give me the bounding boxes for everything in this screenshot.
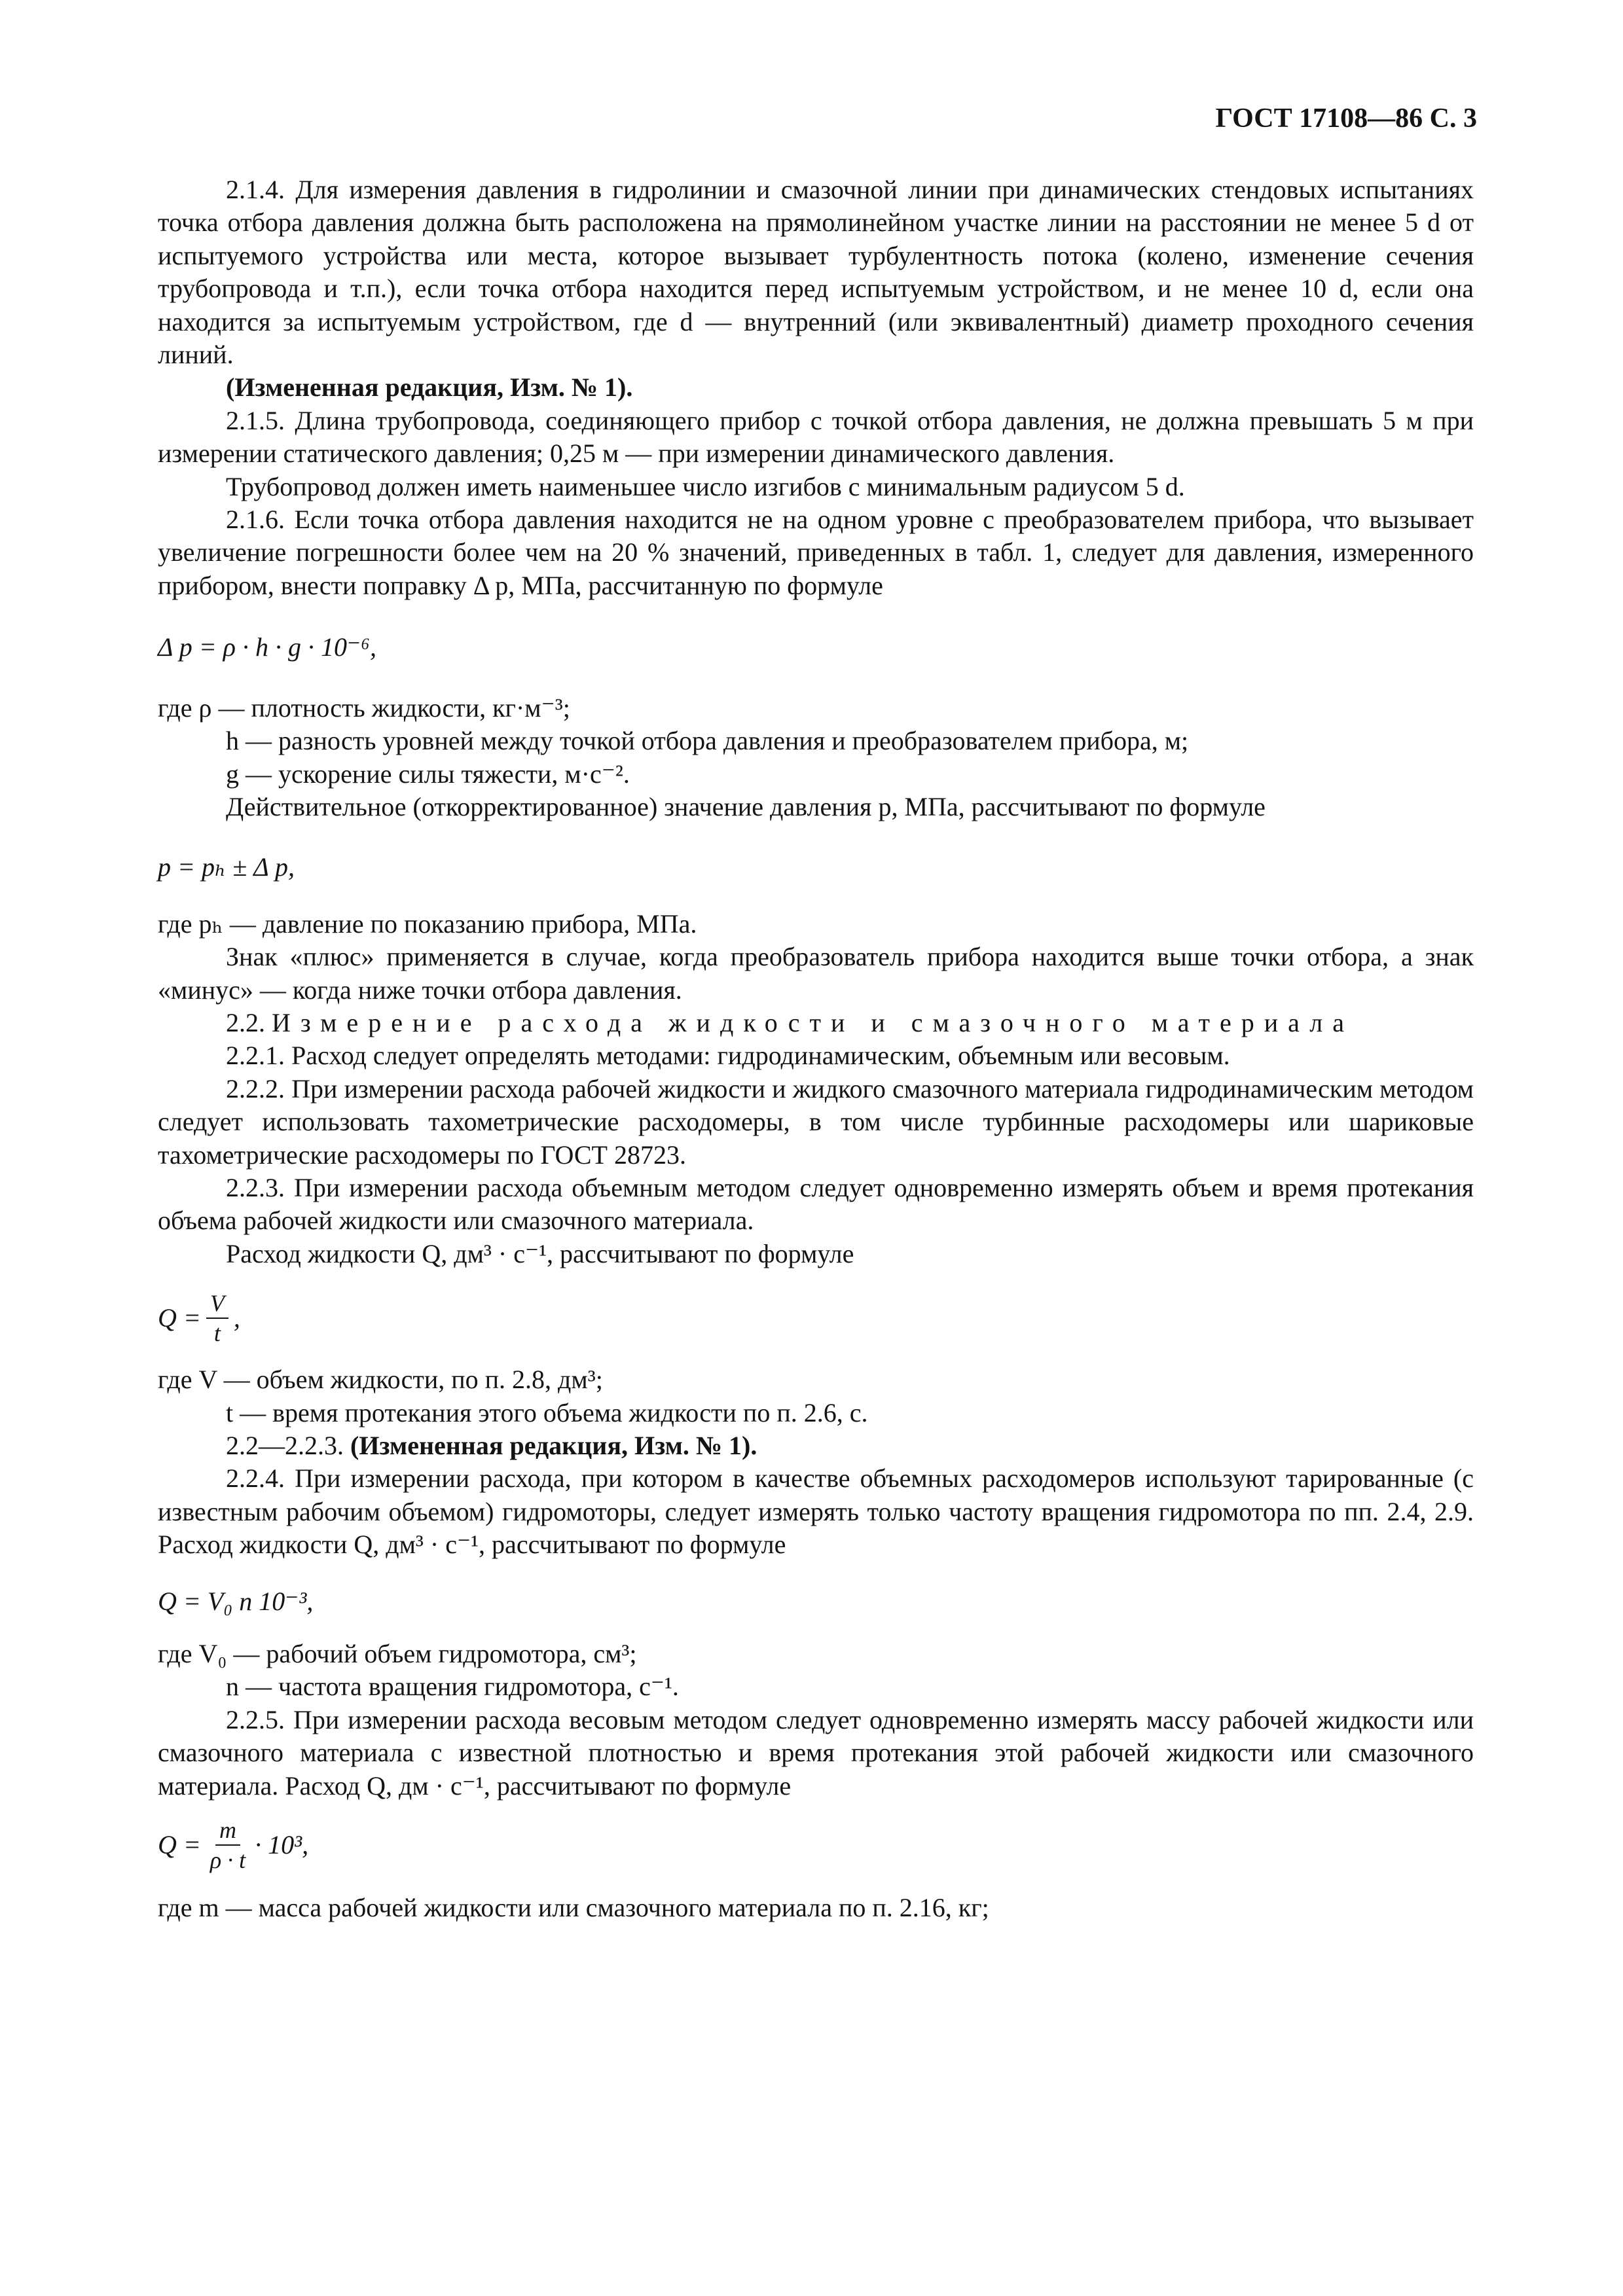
- paragraph-2-1-5-pipe: Трубопровод должен иметь наименьшее число изгибов с минимальным радиусом 5 d.: [226, 471, 1185, 501]
- formula-q-volume-denominator: t: [213, 1320, 221, 1347]
- section-2-2-heading: [158, 1007, 1474, 1039]
- formula-q-volume-lhs: Q =: [158, 1302, 201, 1333]
- paragraph-2-2-3: 2.2.3. При измерении расхода объемным методом следует одновременно измерять объем и время протекания объема рабочей жидкости или смазочного материала.: [158, 1172, 1474, 1236]
- where-m: где m — масса рабочей жидкости или смазочного материала по п. 2.16, кг;: [158, 1893, 989, 1923]
- document-body: [158, 173, 1474, 1924]
- section-2-2-number: 2.2.: [226, 1007, 265, 1037]
- formula-q-weight-fraction: [206, 1817, 249, 1873]
- page-header: ГОСТ 17108—86 С. 3: [1215, 103, 1477, 134]
- formula-delta-p: Δ p = ρ · h · g · 10⁻⁶,: [158, 632, 376, 662]
- formula-q-weight-tail: · 10³,: [255, 1829, 309, 1859]
- where-g: g — ускорение силы тяжести, м·с⁻².: [226, 759, 630, 789]
- amendment-2-ref: 2.2—2.2.3.: [226, 1431, 344, 1460]
- amendment-2-text: (Измененная редакция, Изм. № 1).: [350, 1431, 757, 1460]
- paragraph-2-1-6: 2.1.6. Если точка отбора давления находится не на одном уровне с преобразователем прибора, что вызывает увеличение погрешности более чем на 20 % значений, приведенных в табл. 1, следует для давления, измеренного прибором, внести поправку Δ p, МПа, рассчитанную по формуле: [158, 505, 1474, 600]
- where-v: где V — объем жидкости, по п. 2.8, дм³;: [158, 1365, 603, 1395]
- section-2-2-title: Измерение расхода жидкости и смазочного материала: [272, 1007, 1354, 1037]
- where-ph: где pₕ — давление по показанию прибора, МПа.: [158, 908, 697, 939]
- where-h: h — разность уровней между точкой отбора давления и преобразователем прибора, м;: [226, 726, 1189, 756]
- where-rho: где ρ — плотность жидкости, кг·м⁻³;: [158, 692, 570, 723]
- paragraph-2-2-4: 2.2.4. При измерении расхода, при котором в качестве объемных расходомеров используют тарированные (с известным рабочим объемом) гидромоторы, следует измерять только частоту вращения гидромотора по пп. 2.4, 2.9. Расход жидкости Q, дм³ · с⁻¹, рассчитывают по формуле: [158, 1463, 1474, 1560]
- paragraph-2-1-6-actual: Действительное (откорректированное) значение давления p, МПа, рассчитывают по формуле: [226, 791, 1266, 821]
- amendment-note-2: [158, 1429, 1474, 1462]
- where-v0: где V₀ — рабочий объем гидромотора, см³;: [158, 1639, 637, 1669]
- paragraph-sign-note: Знак «плюс» применяется в случае, когда преобразователь прибора находится выше точки отбора, а знак «минус» — когда ниже точки отбора давления.: [158, 942, 1474, 1005]
- formula-p: p = pₕ ± Δ p,: [158, 852, 295, 882]
- formula-q-volume-numerator: V: [206, 1290, 228, 1319]
- formula-q-weight-numerator: m: [215, 1817, 240, 1846]
- formula-q-weight-lhs: Q =: [158, 1829, 201, 1859]
- paragraph-2-2-5: 2.2.5. При измерении расхода весовым методом следует одновременно измерять массу рабочей жидкости или смазочного материала с известной плотностью и время протекания этой рабочей жидкости или смазочного материала. Расход Q, дм · с⁻¹, рассчитывают по формуле: [158, 1704, 1474, 1801]
- paragraph-2-1-5: 2.1.5. Длина трубопровода, соединяющего прибор с точкой отбора давления, не должна превышать 5 м при измерении статического давления; 0,25 м — при измерении динамического давления.: [158, 405, 1474, 469]
- where-t: t — время протекания этого объема жидкости по п. 2.6, с.: [226, 1397, 868, 1427]
- formula-q-weight-denominator: ρ · t: [210, 1847, 246, 1874]
- formula-q-volume-tail: ,: [233, 1302, 240, 1333]
- paragraph-2-2-3-flow: Расход жидкости Q, дм³ · с⁻¹, рассчитывают по формуле: [226, 1238, 854, 1268]
- paragraph-2-1-4: 2.1.4. Для измерения давления в гидролинии и смазочной линии при динамических стендовых испытаниях точка отбора давления должна быть расположена на прямолинейном участке линии на расстоянии не менее 5 d от испытуемого устройства или места, которое вызывает турбулентность потока (колено, изменение сечения трубопровода и т.п.), если точка отбора находится перед испытуемым устройством, и не менее 10 d, если она находится за испытуемым устройством, где d — внутренний (или эквивалентный) диаметр проходного сечения линий.: [158, 175, 1474, 370]
- formula-q-motor: Q = V₀ n 10⁻³,: [158, 1586, 314, 1616]
- formula-q-weight: [158, 1803, 1474, 1892]
- where-n: n — частота вращения гидромотора, с⁻¹.: [226, 1672, 679, 1702]
- formula-q-volume-fraction: [206, 1290, 228, 1346]
- paragraph-2-2-1: 2.2.1. Расход следует определять методами: гидродинамическим, объемным или весовым.: [226, 1041, 1230, 1071]
- paragraph-2-2-2: 2.2.2. При измерении расхода рабочей жидкости и жидкого смазочного материала гидродинамическим методом следует использовать тахометрические расходомеры, в том числе турбинные расходомеры или шариковые тахометрические расходомеры по ГОСТ 28723.: [158, 1073, 1474, 1170]
- amendment-note: (Измененная редакция, Изм. № 1).: [226, 372, 633, 403]
- formula-q-volume: [158, 1270, 1474, 1363]
